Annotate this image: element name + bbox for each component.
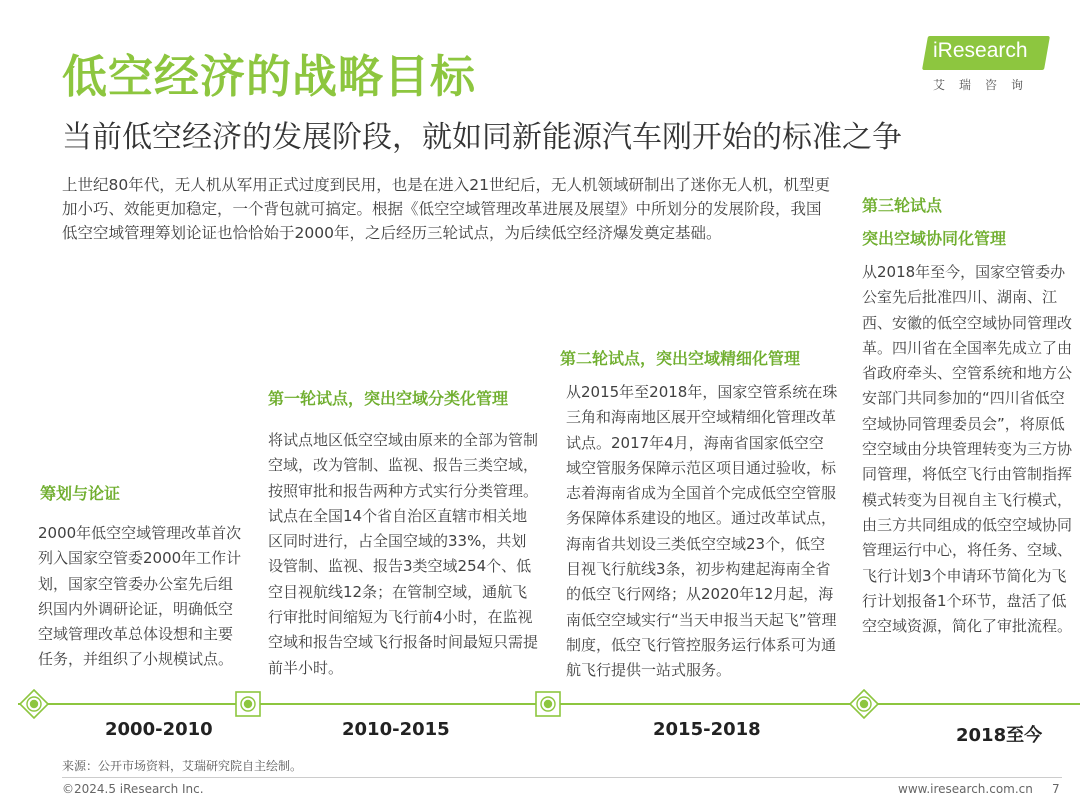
logo-subtitle: 艾瑞咨询 — [933, 78, 1038, 92]
timeline-marker-icon — [19, 689, 49, 719]
logo-name: iResearch — [933, 39, 1028, 62]
timeline-marker-icon — [233, 689, 263, 719]
timeline-period-4: 2018至今 — [956, 725, 1043, 746]
intro-paragraph: 上世纪80年代，无人机从军用正式过度到民用，也是在进入21世纪后，无人机领域研制出了迷你无人机，机型更加小巧、效能更加稳定，一个背包就可搞定。根据《低空空域管理改革进展及展望》中所划分的发展阶段，我国低空空域管理筹划论证也恰恰始于2000年，之后经历三轮试点，为后续低空经济爆发奠定基础。 — [62, 176, 830, 242]
stage-1-body: 2000年低空空域管理改革首次列入国家空管委2000年工作计划，国家空管委办公室先后组织国内外调研论证，明确低空空域管理改革总体设想和主要任务，并组织了小规模试点。 — [38, 524, 242, 669]
website-link[interactable]: www.iresearch.com.cn — [898, 782, 1033, 796]
stage-4-subheading: 突出空域协同化管理 — [862, 229, 1007, 248]
page-title: 低空经济的战略目标 — [62, 50, 477, 103]
copyright: ©2024.5 iResearch Inc. — [62, 782, 204, 796]
stage-4-heading: 第三轮试点 — [862, 196, 943, 215]
timeline-marker-icon — [533, 689, 563, 719]
stage-2-heading: 第一轮试点，突出空域分类化管理 — [268, 389, 509, 408]
page-number: 7 — [1052, 782, 1060, 796]
stage-2-body: 将试点地区低空空域由原来的全部为管制空域，改为管制、监视、报告三类空域，按照审批和报告两种方式实行分类管理。试点在全国14个省自治区直辖市相关地区同时进行，占全国空域的33%，共划设管制、监视、报告3类空域254个、低空目视航线12条；在管制空域，通航飞行审批时间缩短为飞行前4小时，在监视空域和报告空域飞行报备时间最短只需提前半小时。 — [268, 431, 539, 677]
stage-1-heading: 筹划与论证 — [40, 484, 121, 503]
source-note: 来源：公开市场资料，艾瑞研究院自主绘制。 — [62, 759, 303, 773]
stage-3-heading: 第二轮试点，突出空域精细化管理 — [560, 349, 801, 368]
stage-4-body: 从2018年至今，国家空管委办公室先后批准四川、湖南、江西、安徽的低空空域协同管理改革。四川省在全国率先成立了由省政府牵头、空管系统和地方公安部门共同参加的“四川省低空空域协同管理委员会”，将原低空空域由分块管理转变为三方协同管理，将低空飞行由管制指挥模式转变为目视自主飞行模式，由三方共同组成的低空空域协同管理运行中心，将任务、空域、飞行计划3个申请环节简化为飞行计划报备1个环节，盘活了低空空域资源，简化了审批流程。 — [862, 263, 1073, 636]
iresearch-logo — [925, 36, 1050, 96]
stage-3-body: 从2015年至2018年，国家空管系统在珠三角和海南地区展开空域精细化管理改革试点。2017年4月，海南省国家低空空域空管服务保障示范区项目通过验收，标志着海南省成为全国首个完成低空空管服务保障体系建设的地区。通过改革试点，海南省共划设三类低空空域23个，低空目视飞行航线3条，初步构建起海南全省的低空飞行网络；从2020年12月起，海南低空空域实行“当天申报当天起飞”管理制度，低空飞行管控服务运行体系可为通航飞行提供一站式服务。 — [566, 383, 838, 680]
page-subtitle: 当前低空经济的发展阶段，就如同新能源汽车刚开始的标准之争 — [62, 120, 902, 155]
timeline-period-3: 2015-2018 — [653, 719, 761, 740]
timeline-period-1: 2000-2010 — [105, 719, 213, 740]
timeline-period-2: 2010-2015 — [342, 719, 450, 740]
footer-divider — [62, 777, 1062, 778]
timeline-marker-icon — [849, 689, 879, 719]
